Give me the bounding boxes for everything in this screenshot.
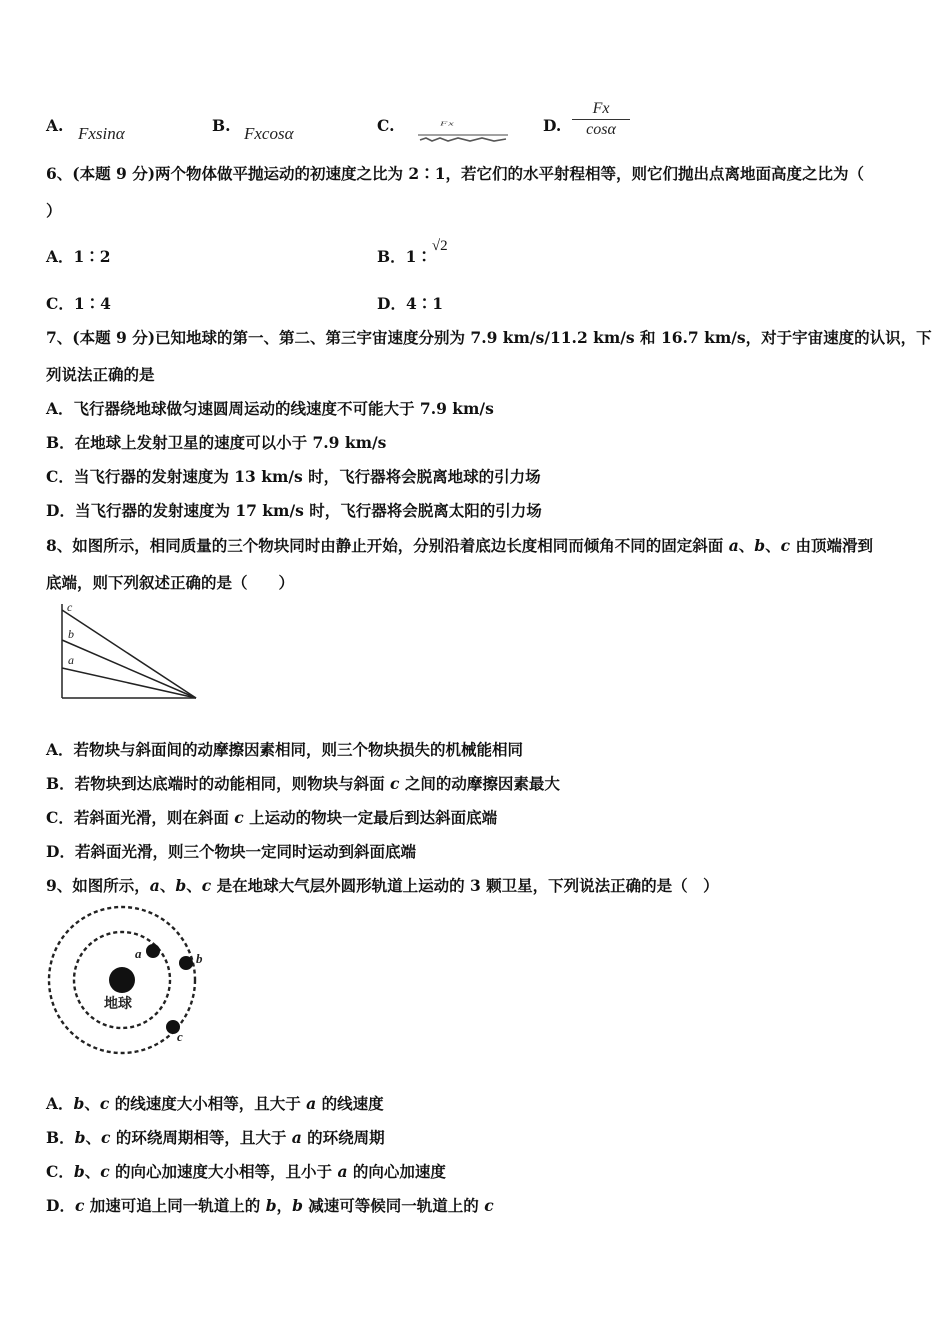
q8-option-b — [46, 772, 560, 794]
q5-option-a-formula: Fxsinα — [78, 124, 125, 143]
q8-option-b-var: c — [390, 774, 400, 793]
earth-icon — [109, 967, 135, 993]
q6-option-b-prefix: B．1∶ — [377, 247, 432, 266]
q8-option-c-text: 上运动的物块一定最后到达斜面底端 — [243, 808, 498, 827]
q5-option-c-blurred-fraction — [412, 128, 512, 144]
satellite-c-label: c — [177, 1029, 183, 1044]
q8-sep: 、 — [765, 536, 781, 555]
q8-option-b-text: B．若物块到达底端时的动能相同，则物块与斜面 — [46, 774, 390, 793]
q7-option-a: A．飞行器绕地球做匀速圆周运动的线速度不可能大于 7.9 km/s — [46, 399, 494, 418]
q8-var-b: b — [754, 536, 766, 555]
q9-orbit-figure — [44, 900, 214, 1060]
q8-stem-text: 由顶端滑到 — [790, 536, 873, 555]
q6-stem-line2: ） — [46, 201, 62, 220]
var-a: a — [291, 1128, 302, 1147]
q8-stem-text: 8、如图所示，相同质量的三个物块同时由静止开始，分别沿着底边长度相同而倾角不同的固定斜面 — [46, 536, 729, 555]
option-prefix: C． — [46, 1162, 74, 1181]
q6-option-b — [377, 238, 448, 267]
q5-option-a-label: A. — [46, 116, 64, 135]
var-c: c — [484, 1196, 494, 1215]
q9-stem-text: 是在地球大气层外圆形轨道上运动的 3 颗卫星，下列说法正确的是（ ） — [211, 876, 719, 895]
q6-option-d: D．4∶1 — [377, 294, 444, 313]
fraction-bar — [572, 119, 630, 120]
q8-option-d: D．若斜面光滑，则三个物块一定同时运动到斜面底端 — [46, 842, 416, 861]
q9-sep: 、 — [186, 876, 202, 895]
q6-stem-line1: 6、(本题 9 分)两个物体做平抛运动的初速度之比为 2∶1，若它们的水平射程相等，则它们抛出点离地面高度之比为（ — [46, 164, 864, 183]
q5-option-d-label: D. — [543, 116, 562, 135]
satellite-b-icon — [179, 956, 193, 970]
var-b: b — [265, 1196, 277, 1215]
satellite-a-icon — [146, 944, 160, 958]
incline-a — [62, 668, 196, 698]
option-prefix: D． — [46, 1196, 75, 1215]
option-text: 的环绕周期 — [301, 1128, 385, 1147]
q8-option-c — [46, 806, 497, 828]
option-text: 的线速度大小相等，且大于 — [109, 1094, 307, 1113]
earth-label: 地球 — [104, 996, 132, 1012]
q6-option-a: A．1∶2 — [46, 247, 111, 266]
var-c: c — [100, 1128, 111, 1147]
q8-option-a: A．若物块与斜面间的动摩擦因素相同，则三个物块损失的机械能相同 — [46, 740, 524, 759]
q9-option-a — [46, 1092, 384, 1114]
incline-c — [62, 610, 196, 698]
q7-stem-line2: 列说法正确的是 — [46, 365, 155, 384]
q8-sep: 、 — [738, 536, 755, 555]
var-a: a — [306, 1094, 317, 1113]
q8-option-b-text: 之间的动摩擦因素最大 — [399, 774, 560, 793]
q8-var-c: c — [780, 536, 791, 555]
q7-option-d: D．当飞行器的发射速度为 17 km/s 时，飞行器将会脱离太阳的引力场 — [46, 501, 542, 520]
q9-option-c — [46, 1160, 446, 1182]
q5-option-b-label: B. — [212, 116, 231, 135]
option-text: 的线速度 — [316, 1094, 384, 1113]
q9-stem-line1 — [46, 874, 719, 896]
q5-option-b-formula: Fxcosα — [244, 124, 294, 143]
q9-var-a: a — [149, 876, 160, 895]
var-b: b — [292, 1196, 303, 1215]
incline-label-a: a — [68, 653, 74, 667]
q9-option-b — [46, 1126, 385, 1148]
q6-option-c: C．1∶4 — [46, 294, 111, 313]
q8-incline-figure — [56, 600, 206, 704]
option-prefix: A． — [46, 1094, 74, 1113]
incline-label-b: b — [68, 627, 74, 641]
sep: 、 — [84, 1094, 100, 1113]
var-b: b — [74, 1128, 86, 1147]
q7-option-c: C．当飞行器的发射速度为 13 km/s 时，飞行器将会脱离地球的引力场 — [46, 467, 541, 486]
q5-option-c-formula: Fx — [440, 119, 455, 127]
q9-option-d — [46, 1194, 494, 1216]
incline-b — [62, 640, 196, 698]
sep: 、 — [84, 1162, 101, 1181]
q5-option-d-fraction — [572, 100, 630, 139]
q6-option-b-sqrt: √2 — [431, 238, 448, 254]
satellite-a-label: a — [135, 946, 142, 961]
option-prefix: B． — [46, 1128, 75, 1147]
option-text: 加速可追上同一轨道上的 — [84, 1196, 266, 1215]
var-c: c — [74, 1196, 85, 1215]
q8-var-a: a — [728, 536, 739, 555]
option-text: 的向心加速度 — [347, 1162, 446, 1181]
var-c: c — [99, 1094, 110, 1113]
option-text: 的环绕周期相等，且大于 — [110, 1128, 292, 1147]
q8-stem-line2: 底端，则下列叙述正确的是（ ） — [46, 573, 295, 592]
var-b: b — [73, 1094, 85, 1113]
satellite-b-label: b — [196, 951, 203, 966]
option-text: 减速可等候同一轨道上的 — [302, 1196, 485, 1215]
q7-option-b: B．在地球上发射卫星的速度可以小于 7.9 km/s — [46, 433, 387, 452]
var-b: b — [73, 1162, 85, 1181]
q9-var-b: b — [175, 876, 187, 895]
var-c: c — [100, 1162, 110, 1181]
q8-option-c-var: c — [234, 808, 244, 827]
option-text: 的向心加速度大小相等，且小于 — [109, 1162, 338, 1181]
q9-sep: 、 — [159, 876, 176, 895]
q9-stem-text: 9、如图所示， — [46, 876, 150, 895]
option-text: ， — [276, 1196, 293, 1215]
q5-option-d-numerator: Fx — [592, 100, 610, 117]
q5-option-c-label: C. — [377, 116, 395, 135]
q7-stem-line1: 7、(本题 9 分)已知地球的第一、第二、第三宇宙速度分别为 7.9 km/s/11.2 km/s 和 16.7 km/s，对于宇宙速度的认识，下 — [46, 328, 932, 347]
incline-label-c: c — [67, 600, 73, 614]
q8-option-c-text: C．若斜面光滑，则在斜面 — [46, 808, 235, 827]
sep: 、 — [85, 1128, 101, 1147]
q8-stem-line1 — [46, 534, 873, 556]
q5-option-d-denominator: cosα — [586, 121, 616, 138]
q9-var-c: c — [201, 876, 212, 895]
var-a: a — [337, 1162, 348, 1181]
